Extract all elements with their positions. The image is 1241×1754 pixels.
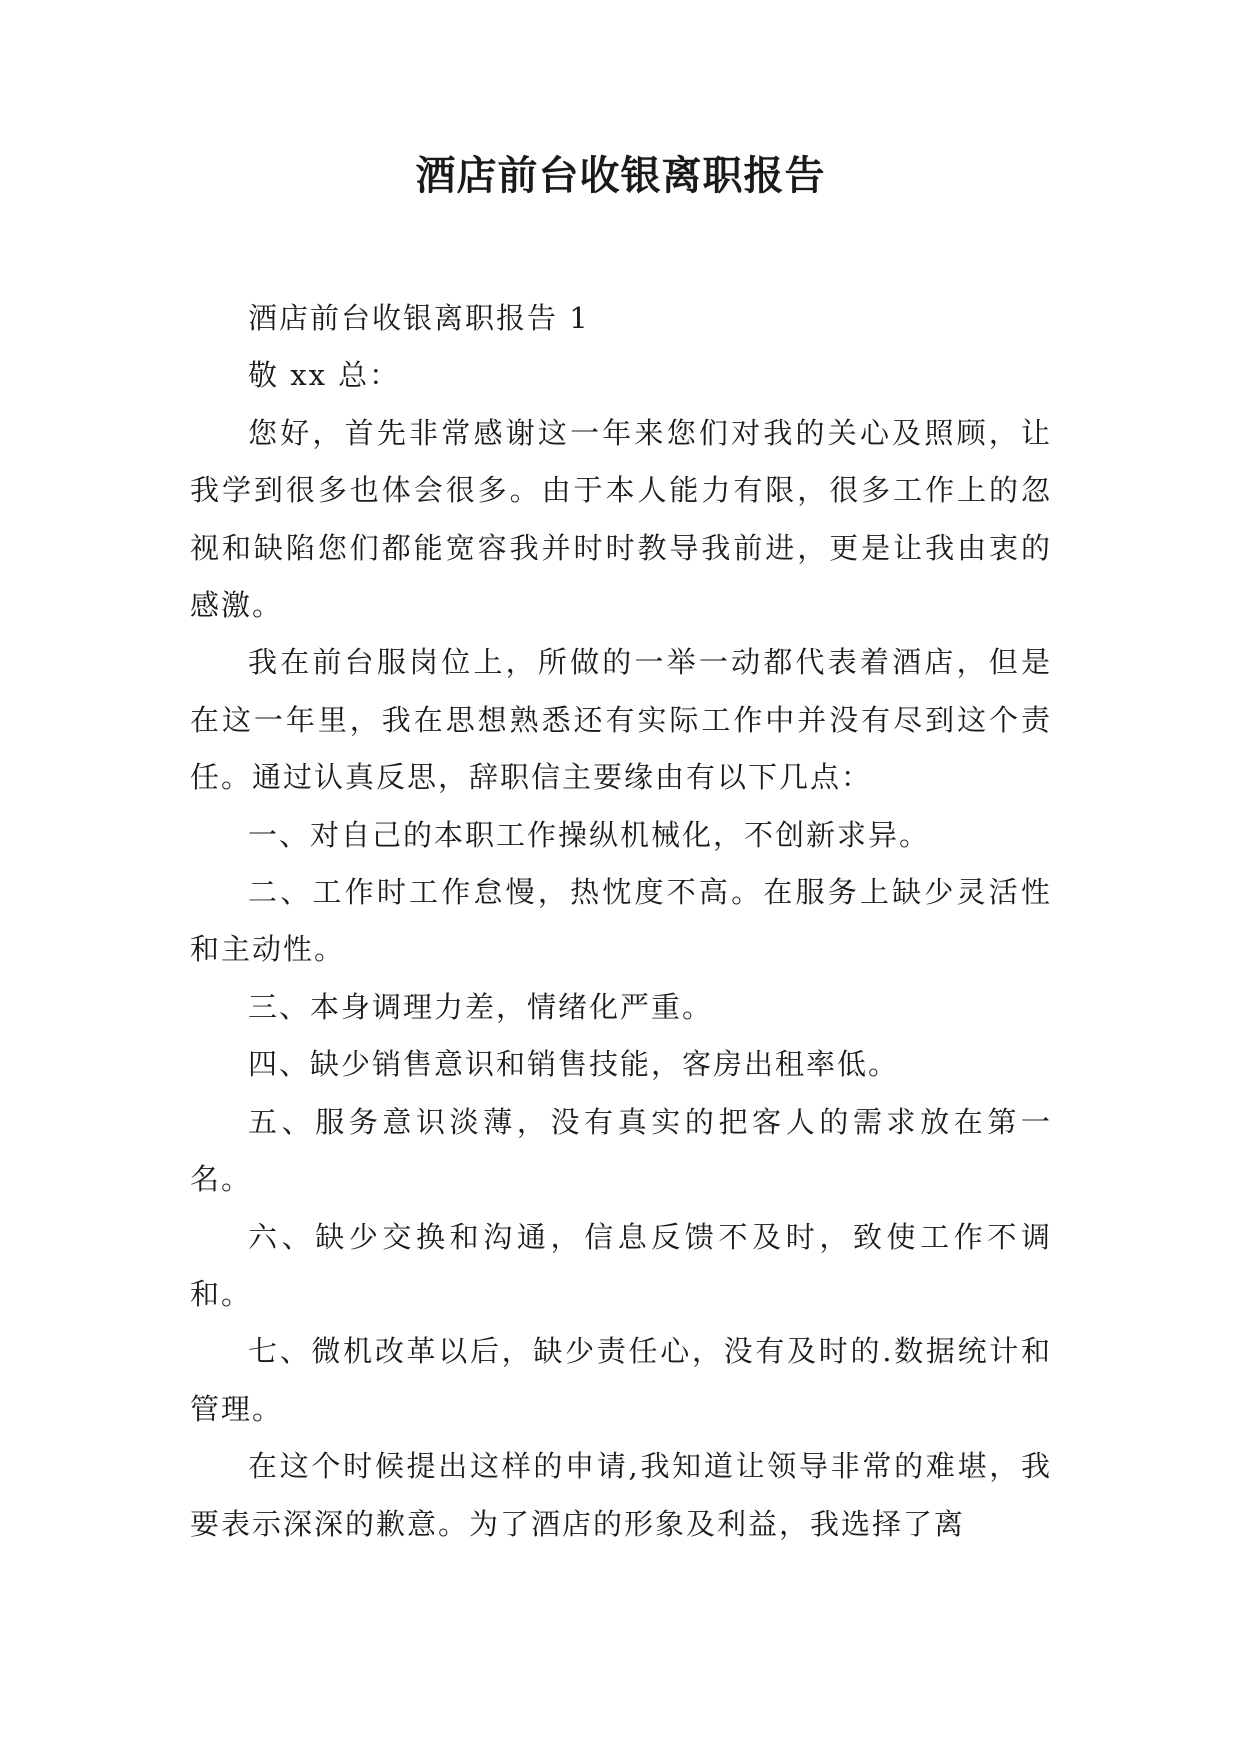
document-body	[190, 290, 1052, 1553]
reason-item-3: 三、本身调理力差，情绪化严重。	[248, 989, 714, 1024]
paragraph-thanks: 您好，首先非常感谢这一年来您们对我的关心及照顾，让我学到很多也体会很多。由于本人能力有限，很多工作上的忽视和缺陷您们都能宽容我并时时教导我前进，更是让我由衷的感激。	[190, 415, 1052, 623]
paragraph-reflection: 我在前台服岗位上，所做的一举一动都代表着酒店，但是在这一年里，我在思想熟悉还有实际工作中并没有尽到这个责任。通过认真反思，辞职信主要缘由有以下几点：	[190, 645, 1052, 795]
reason-item-7: 七、微机改革以后，缺少责任心，没有及时的.数据统计和管理。	[190, 1334, 1052, 1426]
salutation: 敬 xx 总：	[248, 358, 401, 393]
document-title: 酒店前台收银离职报告	[415, 153, 826, 199]
reason-item-2: 二、工作时工作怠慢，热忱度不高。在服务上缺少灵活性和主动性。	[190, 875, 1052, 967]
reason-item-5: 五、服务意识淡薄，没有真实的把客人的需求放在第一名。	[190, 1104, 1052, 1197]
paragraph-apology: 在这个时候提出这样的申请,我知道让领导非常的难堪，我要表示深深的歉意。为了酒店的形象及利益，我选择了离	[190, 1449, 1052, 1541]
reason-item-6: 六、缺少交换和沟通，信息反馈不及时，致使工作不调和。	[190, 1219, 1052, 1311]
reason-item-4: 四、缺少销售意识和销售技能，客房出租率低。	[248, 1047, 900, 1082]
report-subtitle: 酒店前台收银离职报告 1	[248, 301, 590, 335]
reason-item-1: 一、对自己的本职工作操纵机械化，不创新求异。	[248, 817, 931, 852]
